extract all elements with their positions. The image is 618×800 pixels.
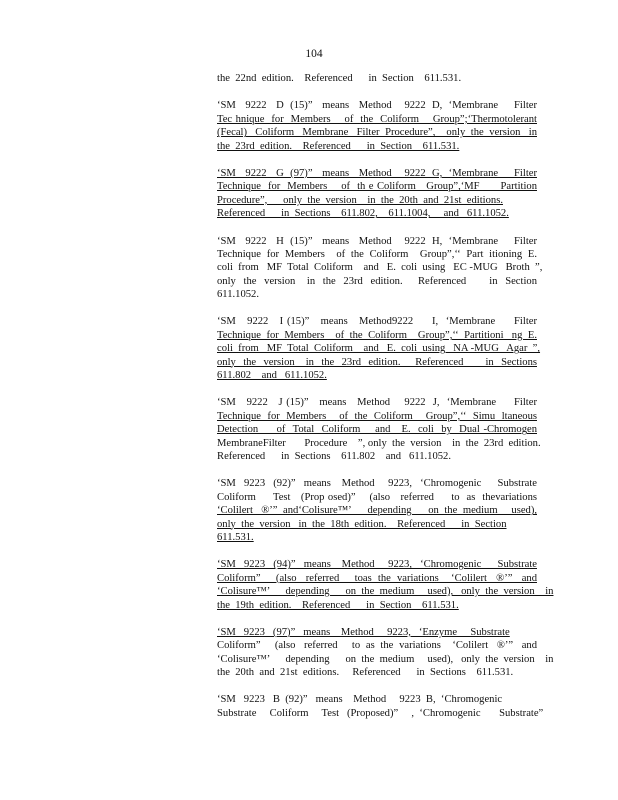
definition-paragraph — [217, 558, 554, 612]
text-line: Technique for Members of th e Coliform Group”,‘MF Partition — [217, 181, 537, 193]
definition-paragraph — [217, 626, 554, 680]
text-line: coli from MF Total Coliform and E. coli using NA -MUG Agar ”, — [217, 343, 541, 355]
text-line: Referenced in Sections 611.802, 611.1004, and 611.1052. — [217, 208, 509, 220]
text-line: only the version in the 18th edition. Referenced in Section — [217, 518, 507, 530]
text-line: 611.531. — [217, 531, 254, 543]
document-body — [217, 72, 554, 734]
text-line: Procedure”, only the version in the 20th and 21st editions. — [217, 194, 503, 206]
definition-paragraph — [217, 99, 537, 153]
definition-paragraph — [217, 72, 537, 85]
text-line: ‘SM 9223 (92)” means Method 9223, ‘Chromogenic Substrate — [217, 478, 537, 490]
text-line: (Fecal) Coliform Membrane Filter Procedure”, only the version in — [217, 127, 537, 139]
text-line: 611.1052. — [217, 289, 259, 301]
text-line: ‘SM 9222 D (15)” means Method 9222 D, ‘Membrane Filter — [217, 100, 537, 112]
text-line: ‘Colisure™’ depending on the medium used), only the version in — [217, 653, 554, 665]
text-line: 611.802 and 611.1052. — [217, 370, 327, 382]
definition-paragraph — [217, 167, 537, 221]
text-line: Technique for Members of the Coliform Group”,‘‘ Simu ltaneous — [217, 410, 537, 422]
text-line: Technique for Members of the Coliform Group”,‘‘ Partitioni ng E. — [217, 329, 537, 341]
text-line: Coliform Test (Prop osed)” (also referred to as thevariations — [217, 491, 537, 503]
text-line: only the version in the 23rd edition. Referenced in Section — [217, 275, 537, 287]
text-line: Technique for Members of the Coliform Group”,‘‘ Part itioning E. — [217, 248, 537, 260]
text-line: MembraneFilter Procedure ”, only the version in the 23rd edition. — [217, 437, 541, 449]
text-line: ‘SM 9223 (97)” means Method 9223, ‘Enzyme Substrate — [217, 626, 510, 638]
text-line: Referenced in Sections 611.802 and 611.1052. — [217, 450, 451, 462]
text-line: ‘SM 9223 B (92)” means Method 9223 B, ‘Chromogenic — [217, 694, 503, 706]
text-line: ‘SM 9222 G (97)” means Method 9222 G, ‘Membrane Filter — [217, 167, 537, 179]
text-line: Substrate Coliform Test (Proposed)” , ‘Chromogenic Substrate” — [217, 707, 544, 719]
text-line: Coliform” (also referred to as the variations ‘Colilert ®’” and — [217, 640, 537, 652]
text-line: Coliform” (also referred toas the variations ‘Colilert ®’” and — [217, 572, 537, 584]
text-line: ‘Colisure™’ depending on the medium used), only the version in — [217, 586, 554, 598]
text-line: only the version in the 23rd edition. Referenced in Sections — [217, 356, 537, 368]
definition-paragraph — [217, 315, 541, 382]
text-line: Tec hnique for Members of the Coliform Group”;‘Thermotolerant — [217, 113, 537, 125]
text-line: Detection of Total Coliform and E. coli by Dual -Chromogen — [217, 424, 537, 436]
definition-paragraph — [217, 396, 541, 463]
text-line: coli from MF Total Coliform and E. coli using EC -MUG Broth ”, — [217, 262, 543, 274]
text-line: the 23rd edition. Referenced in Section 611.531. — [217, 140, 460, 152]
definition-paragraph — [217, 477, 537, 544]
definition-paragraph — [217, 235, 543, 302]
text-line: ‘SM 9223 (94)” means Method 9223, ‘Chromogenic Substrate — [217, 559, 537, 571]
text-line: the 19th edition. Referenced in Section 611.531. — [217, 599, 459, 611]
text-line: ‘SM 9222 J (15)” means Method 9222 J, ‘Membrane Filter — [217, 397, 537, 409]
definition-paragraph — [217, 693, 544, 720]
text-line: ‘SM 9222 H (15)” means Method 9222 H, ‘Membrane Filter — [217, 235, 537, 247]
text-line: ‘Colilert ®’” and‘Colisure™’ depending on the medium used), — [217, 505, 537, 517]
text-line: the 20th and 21st editions. Referenced in Sections 611.531. — [217, 667, 514, 679]
page-number: 104 — [305, 48, 323, 60]
text-line: ‘SM 9222 I (15)” means Method9222 I, ‘Membrane Filter — [217, 316, 537, 328]
text-line: the 22nd edition. Referenced in Section 611.531. — [217, 73, 462, 84]
